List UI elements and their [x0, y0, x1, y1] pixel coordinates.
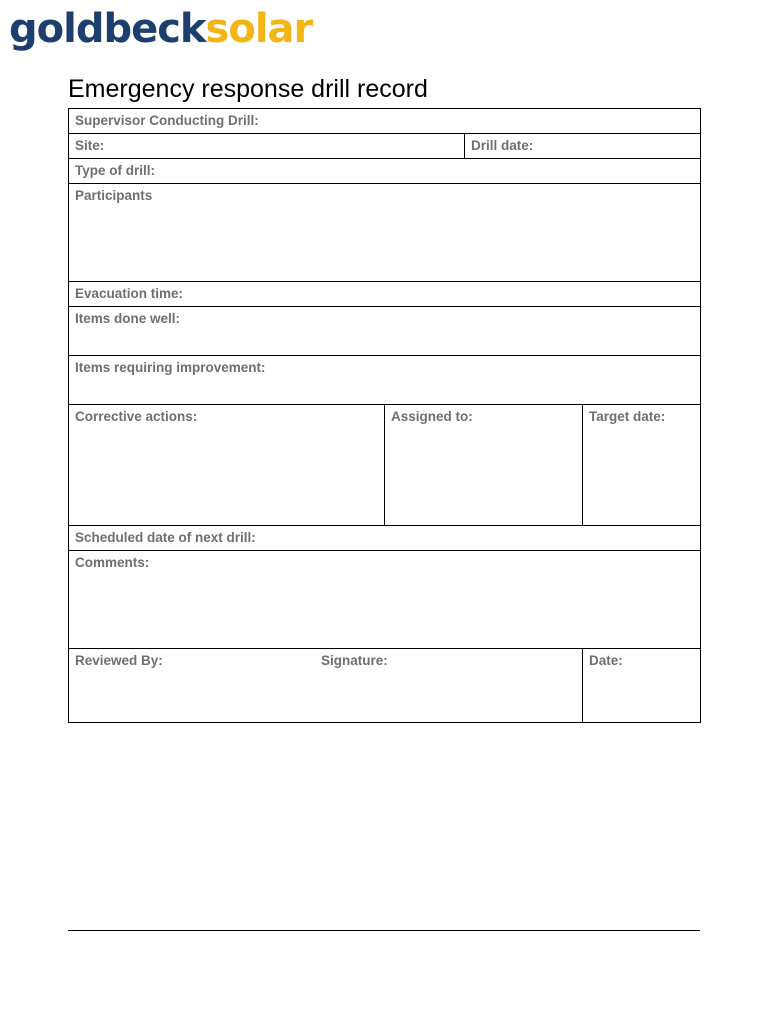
- improvement-label: Items requiring improvement:: [75, 360, 266, 375]
- comments-label: Comments:: [75, 555, 150, 570]
- drill-record-form: [68, 108, 701, 723]
- review-date-cell[interactable]: [582, 649, 700, 722]
- row-review: [69, 649, 700, 722]
- type-cell[interactable]: [69, 159, 700, 183]
- corrective-label: Corrective actions:: [75, 409, 198, 424]
- page-title: Emergency response drill record: [68, 75, 428, 103]
- row-supervisor: [69, 109, 700, 134]
- type-label: Type of drill:: [75, 163, 155, 178]
- row-improvement: [69, 356, 700, 405]
- supervisor-cell[interactable]: [69, 109, 700, 133]
- done-well-cell[interactable]: [69, 307, 700, 355]
- footer-divider: [68, 930, 700, 931]
- participants-cell[interactable]: [69, 184, 700, 281]
- assigned-label: Assigned to:: [391, 409, 473, 424]
- row-evacuation: [69, 282, 700, 307]
- target-date-cell[interactable]: [582, 405, 700, 525]
- done-well-label: Items done well:: [75, 311, 181, 326]
- signature-cell[interactable]: [315, 649, 582, 722]
- logo-text-solar: solar: [205, 6, 313, 52]
- next-drill-cell[interactable]: [69, 526, 700, 550]
- next-drill-label: Scheduled date of next drill:: [75, 530, 256, 545]
- drill-date-cell[interactable]: [464, 134, 700, 158]
- drill-date-label: Drill date:: [471, 138, 534, 153]
- signature-label: Signature:: [321, 653, 388, 668]
- comments-cell[interactable]: [69, 551, 700, 648]
- reviewed-label: Reviewed By:: [75, 653, 163, 668]
- site-cell[interactable]: [69, 134, 464, 158]
- assigned-cell[interactable]: [384, 405, 582, 525]
- row-comments: [69, 551, 700, 649]
- row-corrective: [69, 405, 700, 526]
- supervisor-label: Supervisor Conducting Drill:: [75, 113, 259, 128]
- reviewed-cell[interactable]: [69, 649, 315, 722]
- review-date-label: Date:: [589, 653, 623, 668]
- improvement-cell[interactable]: [69, 356, 700, 404]
- evacuation-cell[interactable]: [69, 282, 700, 306]
- evacuation-label: Evacuation time:: [75, 286, 184, 301]
- corrective-cell[interactable]: [69, 405, 384, 525]
- logo-text-goldbeck: goldbeck: [9, 6, 206, 52]
- company-logo: [9, 3, 312, 55]
- row-next-drill: [69, 526, 700, 551]
- participants-label: Participants: [75, 188, 153, 203]
- target-date-label: Target date:: [589, 409, 666, 424]
- row-done-well: [69, 307, 700, 356]
- site-label: Site:: [75, 138, 105, 153]
- row-participants: [69, 184, 700, 282]
- row-type: [69, 159, 700, 184]
- row-site-date: [69, 134, 700, 159]
